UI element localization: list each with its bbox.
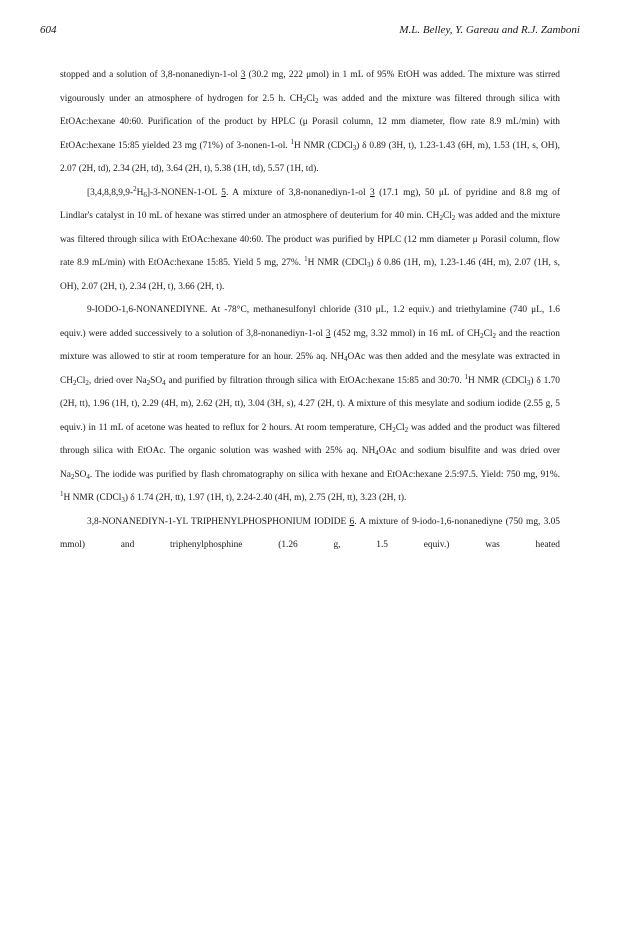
paragraph-phosphonium-iodide: 3,8-NONANEDIYN-1-YL TRIPHENYLPHOSPHONIUM IODIDE 6. A mixture of 9-iodo-1,6-nonanediyne (750 mg, 3.05 mmol) and triphenylphosphine (1.26 g, 1.5 equiv.) was heated — [60, 516, 560, 550]
paragraph-3-nonen-1-ol: stopped and a solution of 3,8-nonanediyn-1-ol 3 (30.2 mg, 222 μmol) in 1 mL of 95% EtOH was added. The mixture was stirred vigourously under an atmosphere of hydrogen for 2.5 h. $CH_2Cl_2$ was added and the mixture was filtered through silica with EtOAc:hexane 40:60. Purification of the product by HPLC (μ Porasil column, 12 mm diameter, flow rate 8.9 mL/min) with EtOAc:hexane 15:85 yielded 23 mg (71%) of 3-nonen-1-ol. $^1$H NMR (CDCl$_3$) δ 0.89 (3H, t), 1.23-1.43 (6H, m), 1.53 (1H, s, OH), 2.07 (2H, td), 2.34 (2H, td), 3.64 (2H, t), 5.38 (1H, td), 5.57 (1H, td). — [60, 70, 560, 174]
paragraph-deuterated-nonenol: $[3,4,8,8,9,9-^2H_6]-3-NONEN-1-OL$ 5. A mixture of 3,8-nonanediyn-1-ol 3 (17.1 mg), 50 μL of pyridine and 8.8 mg of Lindlar's catalyst in 10 mL of hexane was stirred under an atmosphere of deuterium for 40 min. $CH_2Cl_2$ was added and the mixture was filtered through silica with EtOAc:hexane 40:60. The product was purified by HPLC (12 mm diameter μ Porasil column, flow rate 8.9 mL/min) with EtOAc:hexane 15:85. Yield 5 mg, 27%. $^1$H NMR (CDCl$_3$) δ 0.86 (1H, m), 1.23-1.46 (4H, m), 2.07 (1H, s, OH), 2.07 (2H, t), 2.34 (2H, t), 3.66 (2H, t). — [60, 184, 560, 292]
compound-number: 3 — [240, 70, 246, 80]
page-header — [40, 24, 580, 40]
running-head: M.L. Belley, Y. Gareau and R.J. Zamboni — [399, 24, 580, 36]
compound-number: 6 — [349, 516, 355, 527]
compound-number: 5 — [221, 187, 226, 198]
paragraph-iodo-nonanediyne: 9-IODO-1,6-NONANEDIYNE. At -78°C, methanesulfonyl chloride (310 μL, 1.2 equiv.) and triethylamine (740 μL, 1.6 equiv.) were added successively to a solution of 3,8-nonanediyn-1-ol 3 (452 mg, 3.32 mmol) in 16 mL of $CH_2Cl_2$ and the reaction mixture was allowed to stir at room temperature for an hour. 25% aq. $NH_4OAc$ was then added and the mesylate was extracted in $CH_2Cl_2$, dried over $Na_2SO_4$ and purified by filtration through silica with EtOAc:hexane 15:85 and 30:70. $^1$H NMR (CDCl$_3$) δ 1.70 (2H, tt), 1.96 (1H, t), 2.29 (4H, m), 2.62 (2H, tt), 3.04 (3H, s), 4.27 (2H, t). A mixture of this mesylate and sodium iodide (2.55 g, 5 equiv.) in 11 mL of acetone was heated to reflux for 2 hours. At room temperature, $CH_2Cl_2$ was added and the product was filtered through silica with EtOAc. The organic solution was washed with 25% aq. $NH_4OAc$ and sodium bisulfite and was dried over $Na_2SO_4$. The iodide was purified by flash chromatography on silica with hexane and EtOAc:hexane 2.5:97.5. Yield: 750 mg, 91%. $^1$H NMR (CDCl$_3$) δ 1.74 (2H, tt), 1.97 (1H, t), 2.24-2.40 (4H, m), 2.75 (2H, tt), 3.23 (2H, t). — [60, 305, 561, 504]
compound-number: 3 — [325, 328, 331, 339]
body-text — [60, 64, 560, 558]
compound-number: 3 — [370, 187, 375, 198]
page-number: 604 — [40, 24, 57, 36]
